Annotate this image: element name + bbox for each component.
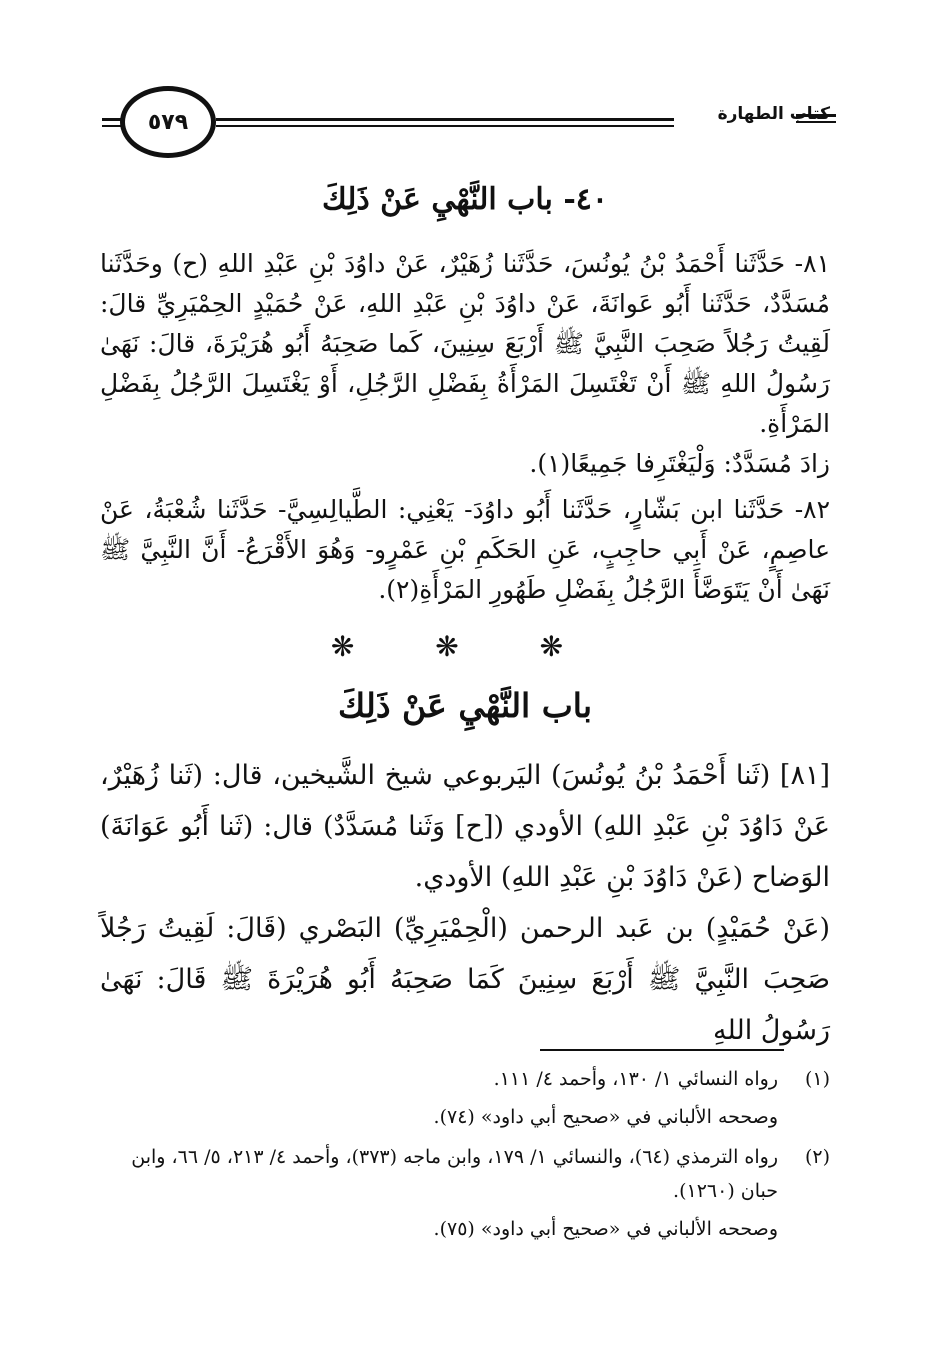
page-number-badge [120,86,216,158]
hadith-82: ٨٢- حَدَّثَنا ابن بَشّارٍ، حَدَّثَنا أَبُو داوُدَ- يَعْنِي: الطَّيالِسِيَّ- حَدَّثَنا شُعْبَةُ، عَنْ عاصِمٍ، عَنْ أَبِي حاجِبٍ، عَنِ الحَكَمِ بْنِ عَمْرٍو- وَهُوَ الأَقْرَعُ- أَنَّ النَّبِيَّ ﷺ نَهَىٰ أَنْ يَتَوَضَّأَ الرَّجُلُ بِفَضْلِ طَهُورِ المَرْأَةِ(٢). [100,495,830,604]
footnote-text: رواه الترمذي (٦٤)، والنسائي ١/ ١٧٩، وابن ماجه (٣٧٣)، وأحمد ٤/ ٢١٣، ٥/ ٦٦، وابن حبان (١٢٦٠). [131,1146,778,1202]
section-divider-stars: ❋ ❋ ❋ [330,630,600,663]
chapter-heading-1: ٤٠- باب النَّهْيِ عَنْ ذَلِكَ [321,182,609,217]
footnote-rule [540,1049,784,1051]
commentary-text [100,750,830,1056]
footnote-2 [100,1140,830,1208]
footnote-number: (١) [804,1068,830,1090]
footnote-2-grading: وصححه الألباني في «صحيح أبي داود» (٧٥). [433,1218,778,1240]
commentary-para-2: (عَنْ حُمَيْدٍ) بن عَبد الرحمن (الْحِمْيَرِيِّ) البَصْري (قَالَ: لَقِيتُ رَجُلاً صَحِبَ النَّبِيَّ ﷺ أَرْبَعَ سِنِينَ كَمَا صَحِبَهُ أَبُو هُرَيْرَةَ ﷺ قَالَ: نَهَىٰ رَسُولُ اللهِ [100,913,830,1046]
commentary-para-1: [٨١] (ثَنا أَحْمَدُ بْنُ يُونُسَ) اليَربوعي شيخ الشَّيخين، قال: (ثَنا زُهَيْرٌ، عَنْ دَاوُدَ بْنِ عَبْدِ اللهِ) الأودي ([ح] وَثَنا مُسَدَّدٌ) قال: (ثَنا أَبُو عَوَانَةَ) الوَضاح (عَنْ دَاوُدَ بْنِ عَبْدِ اللهِ) الأودي. [100,760,830,893]
hadith-text [100,244,830,610]
running-title: كتاب الطهارة [717,104,830,124]
footnote-1 [100,1062,830,1096]
header-rule-middle-thin [216,125,674,127]
header-rule-middle [216,118,674,121]
footnote-1-grading: وصححه الألباني في «صحيح أبي داود» (٧٤). [433,1106,778,1128]
footnote-text: رواه النسائي ١/ ١٣٠، وأحمد ٤/ ١١١. [493,1068,778,1090]
hadith-81: ٨١- حَدَّثَنا أَحْمَدُ بْنُ يُونُسَ، حَدَّثَنا زُهَيْرٌ، عَنْ داوُدَ بْنِ عَبْدِ اللهِ (ح) وحَدَّثَنا مُسَدَّدٌ، حَدَّثَنا أَبُو عَوانَةَ، عَنْ داوُدَ بْنِ عَبْدِ اللهِ، عَنْ حُمَيْدٍ الحِمْيَرِيِّ قالَ: لَقِيتُ رَجُلاً صَحِبَ النَّبِيَّ ﷺ أَرْبَعَ سِنِينَ، كَما صَحِبَهُ أَبُو هُرَيْرَةَ، قالَ: نَهَىٰ رَسُولُ اللهِ ﷺ أَنْ تَغْتَسِلَ المَرْأَةُ بِفَضْلِ الرَّجُلِ، أَوْ يَغْتَسِلَ الرَّجُلُ بِفَضْلِ المَرْأَةِ. [100,249,830,438]
chapter-heading-2: باب النَّهْيِ عَنْ ذَلِكَ [337,686,593,725]
footnote-number: (٢) [804,1146,830,1168]
hadith-81-addition: زادَ مُسَدَّدٌ: وَلْيَغْتَرِفا جَمِيعًا(١). [529,449,830,478]
page-number: ٥٧٩ [147,109,189,135]
footnotes [100,1062,830,1246]
